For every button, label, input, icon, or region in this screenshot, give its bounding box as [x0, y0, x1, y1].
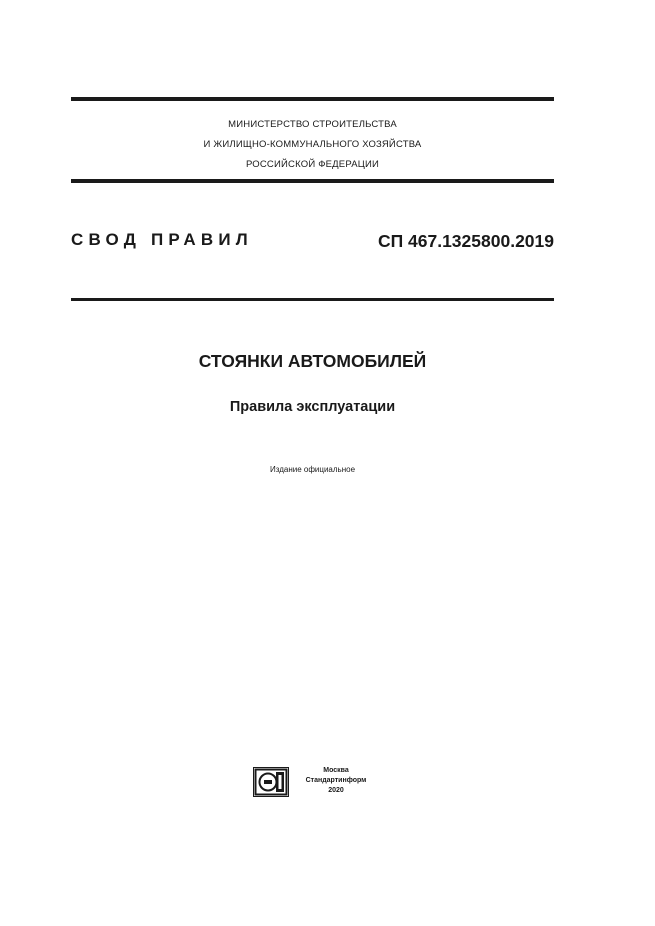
document-type-label: СВОД ПРАВИЛ	[71, 230, 253, 249]
document-code: СП 467.1325800.2019	[377, 231, 554, 251]
document-title: СТОЯНКИ АВТОМОБИЛЕЙ	[198, 351, 427, 371]
code-divider	[71, 298, 554, 301]
standartinform-logo-icon	[253, 767, 289, 797]
ministry-line-3: РОССИЙСКОЙ ФЕДЕРАЦИИ	[245, 159, 380, 170]
edition-note: Издание официальное	[269, 465, 356, 474]
publisher-name: Стандартинформ	[305, 777, 367, 784]
publisher-imprint	[296, 766, 376, 796]
document-subtitle: Правила эксплуатации	[229, 399, 396, 415]
ministry-header	[71, 115, 554, 175]
top-divider	[71, 97, 554, 101]
header-divider	[71, 179, 554, 183]
ministry-line-1: МИНИСТЕРСТВО СТРОИТЕЛЬСТВА	[228, 119, 397, 130]
publisher-year: 2020	[328, 787, 344, 794]
ministry-line-2: И ЖИЛИЩНО-КОММУНАЛЬНОГО ХОЗЯЙСТВА	[203, 139, 422, 150]
publisher-city: Москва	[323, 767, 349, 774]
